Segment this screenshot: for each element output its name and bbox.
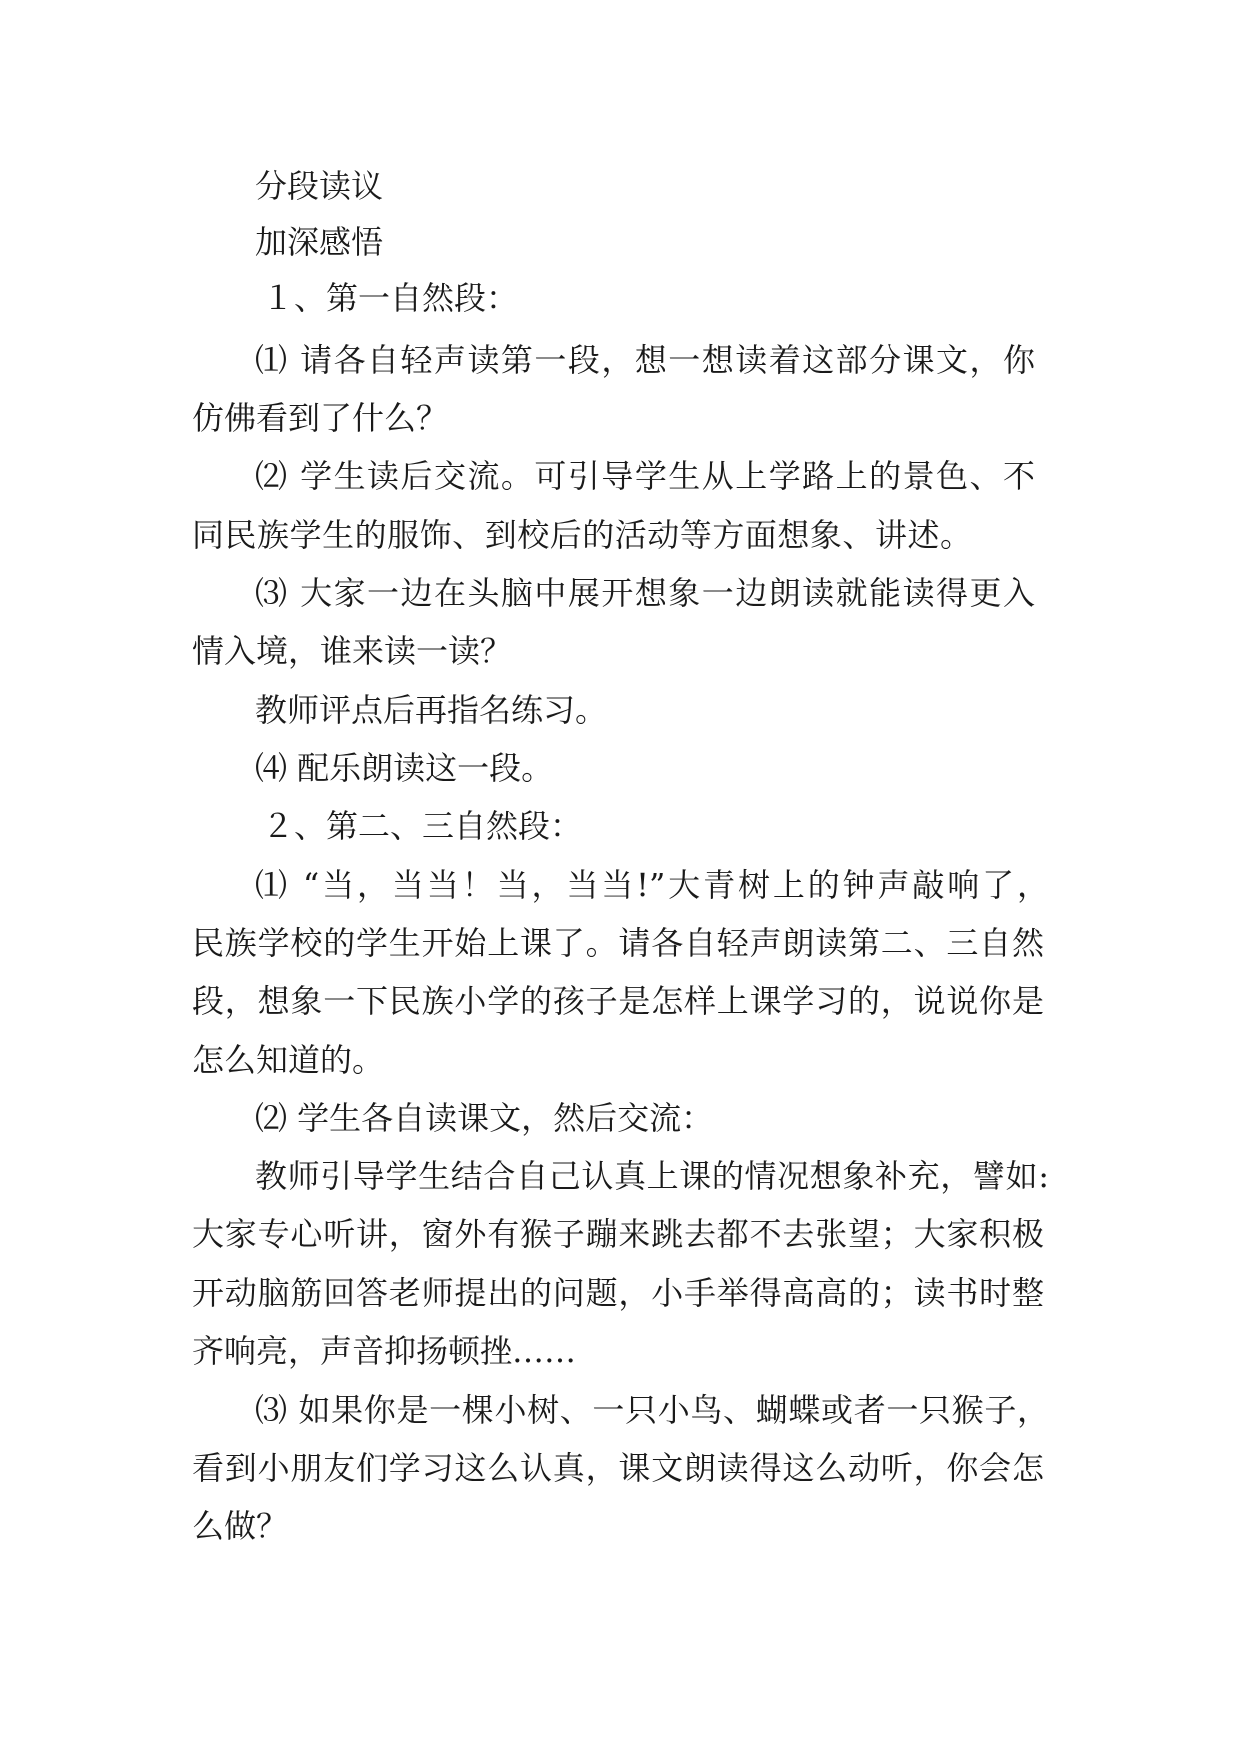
paragraph-line: 开动脑筋回答老师提出的问题，小手举得高高的；读书时整 — [192, 1274, 1044, 1312]
section-heading-1: 分段读议 — [255, 167, 384, 205]
paragraph-line: ⑶ 如果你是一棵小树、一只小鸟、蝴蝶或者一只猴子， — [255, 1391, 1049, 1429]
paragraph-line: 么做？ — [192, 1507, 289, 1545]
paragraph-line: ⑷ 配乐朗读这一段。 — [255, 749, 554, 787]
paragraph-line: 同民族学生的服饰、到校后的活动等方面想象、讲述。 — [192, 516, 972, 554]
paragraph-line: 段，想象一下民族小学的孩子是怎样上课学习的，说说你是 — [192, 982, 1044, 1020]
paragraph-line: ⑴ “当，当当！当，当当!”大青树上的钟声敲响了， — [255, 866, 1049, 904]
paragraph-line: ⑶ 大家一边在头脑中展开想象一边朗读就能读得更入 — [255, 574, 1035, 612]
paragraph-line: ⑴ 请各自轻声读第一段，想一想读着这部分课文，你 — [255, 341, 1035, 379]
subsection-heading: １、第一自然段： — [262, 279, 519, 317]
paragraph-line: 民族学校的学生开始上课了。请各自轻声朗读第二、三自然 — [192, 924, 1044, 962]
paragraph-line: ⑵ 学生各自读课文，然后交流： — [255, 1099, 714, 1137]
subsection-heading: ２、第二、三自然段： — [262, 807, 583, 845]
paragraph-line: 教师引导学生结合自己认真上课的情况想象补充，譬如: — [255, 1157, 1049, 1195]
paragraph-line: 齐响亮，声音抑扬顿挫…… — [192, 1332, 577, 1370]
paragraph-line: 大家专心听讲，窗外有猴子蹦来跳去都不去张望；大家积极 — [192, 1215, 1044, 1253]
paragraph-line: 教师评点后再指名练习。 — [255, 691, 608, 729]
paragraph-line: 看到小朋友们学习这么认真，课文朗读得这么动听，你会怎 — [192, 1449, 1044, 1487]
section-heading-2: 加深感悟 — [255, 223, 384, 261]
paragraph-line: 怎么知道的。 — [192, 1041, 385, 1079]
paragraph-line: 情入境，谁来读一读？ — [192, 632, 513, 670]
paragraph-line: 仿佛看到了什么？ — [192, 399, 449, 437]
paragraph-line: ⑵ 学生读后交流。可引导学生从上学路上的景色、不 — [255, 457, 1035, 495]
